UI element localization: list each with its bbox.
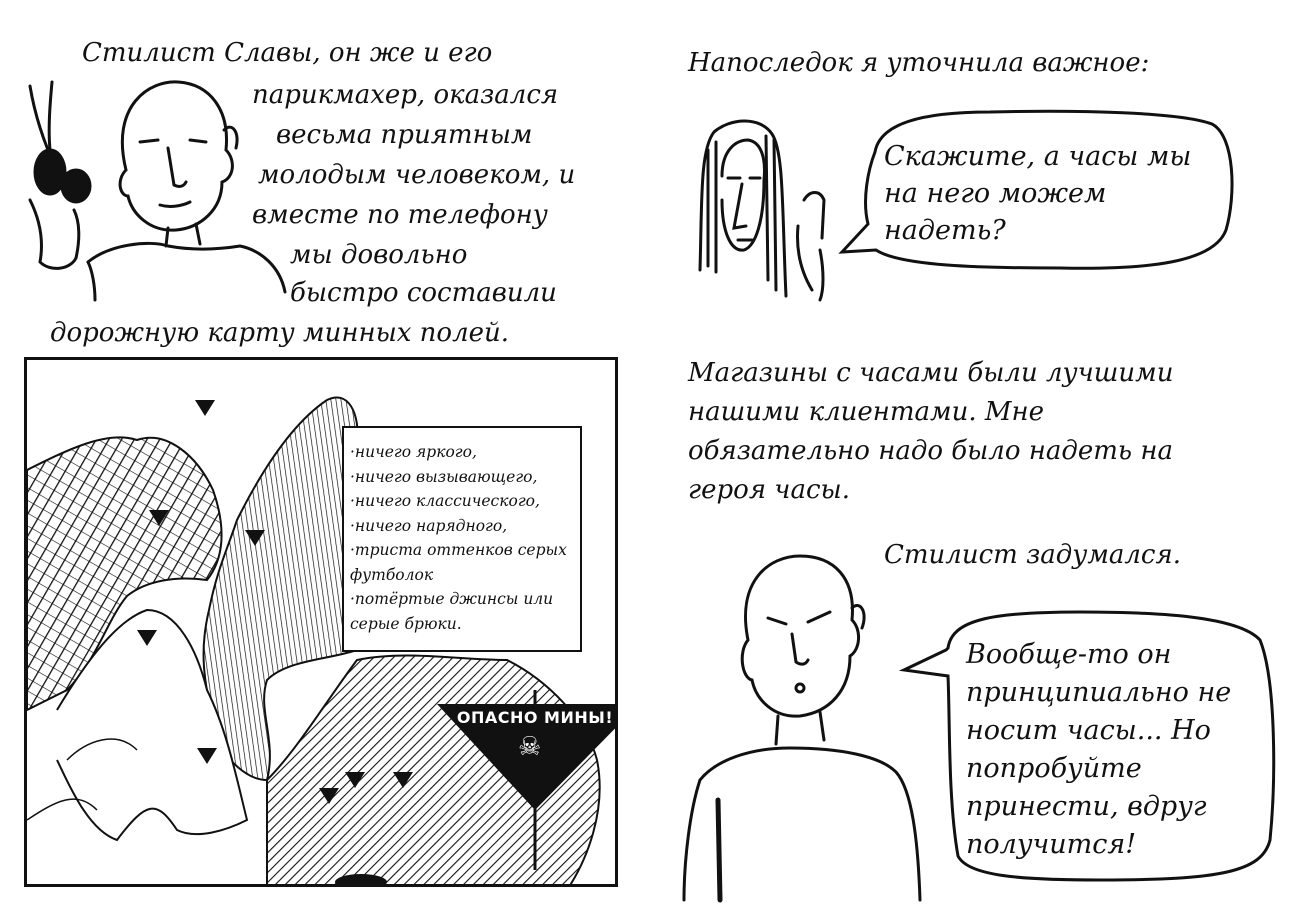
bubble-line: принципиально не (966, 677, 1232, 708)
bubble-line: надеть? (884, 215, 1006, 246)
bubble-line: на него можем (884, 178, 1107, 209)
caption-line: Магазины с часами были лучшими (688, 358, 1174, 388)
caption-line: быстро составили (290, 278, 557, 308)
note-line: ·ничего нарядного, (350, 516, 508, 535)
bubble-line: Вообще-то он (966, 639, 1172, 670)
note-line: серые брюки. (350, 614, 462, 633)
caption-line: нашими клиентами. Мне (688, 397, 1045, 427)
note-line: ·триста оттенков серых (350, 541, 567, 559)
scissors-icon (30, 82, 90, 268)
speech-bubble-answer-text (966, 636, 1231, 864)
stylist-thinking-portrait (684, 556, 920, 900)
bubble-line: Скажите, а часы мы (884, 141, 1192, 172)
caption-line: мы довольно (290, 240, 468, 270)
note-line: ·ничего классического, (350, 492, 540, 510)
note-line: ·ничего вызывающего, (350, 467, 538, 486)
note-line: футболок (350, 565, 434, 584)
danger-sign-label: ОПАСНО МИНЫ! (456, 708, 614, 727)
caption-line: парикмахер, оказался (252, 80, 559, 110)
caption-line: вместе по телефону (252, 200, 548, 230)
caption-narrator-question: Напоследок я уточнила важное: (688, 48, 1150, 78)
caption-line: весьма приятным (276, 120, 533, 150)
narrator-portrait (700, 121, 824, 300)
bubble-line: попробуйте (966, 753, 1142, 784)
note-line: ·потёртые джинсы или (350, 590, 554, 608)
bubble-line: принести, вдруг (966, 791, 1207, 822)
dress-code-notes (342, 426, 582, 652)
bubble-line: получится! (966, 829, 1137, 860)
caption-line: обязательно надо было надеть на (688, 436, 1173, 466)
caption-line: Стилист Славы, он же и его (82, 38, 493, 68)
bubble-line: носит часы... Но (966, 715, 1211, 746)
speech-bubble-question-text (884, 138, 1191, 249)
skull-crossbones-icon: ☠ (518, 732, 542, 762)
caption-line: молодым человеком, и (258, 160, 576, 190)
caption-line: дорожную карту минных полей. (50, 318, 510, 348)
caption-watch-stores (688, 354, 1173, 510)
note-line: ·ничего яркого, (350, 443, 477, 461)
caption-line: героя часы. (688, 475, 850, 505)
caption-stylist-thought: Стилист задумался. (884, 540, 1181, 570)
